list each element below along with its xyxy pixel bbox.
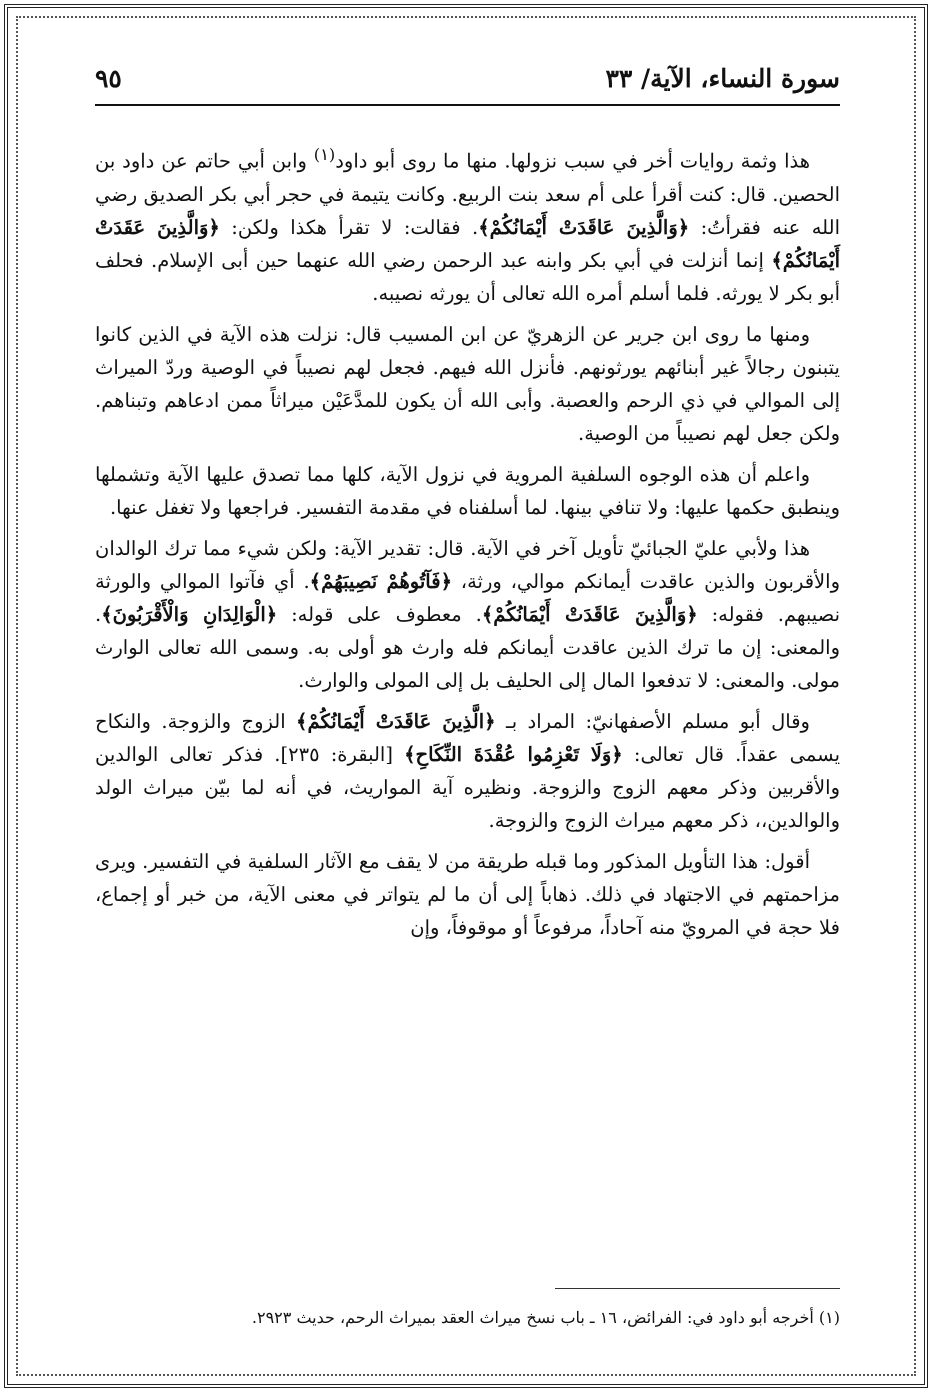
text-segment: [البقرة: ٢٣٥]. فذكر تعالى الوالدين والأقربين وذكر معهم الزوج والزوجة. ونظيره آية المواريث، في أنه لما بيّن ميراث الولد والوالدين،، ذكر معهم ميراث الزوج والزوجة. [95, 742, 840, 832]
text-segment: إنما أنزلت في أبي بكر وابنه عبد الرحمن رضي الله عنهما حين أبى الإسلام. فحلف أبو بكر لا يورثه. فلما أسلم أمره الله تعالى أن يورثه نصيبه. [95, 248, 840, 305]
text-segment: واعلم أن هذه الوجوه السلفية المروية في نزول الآية، كلها مما تصدق عليها الآية وتشملها وينطبق حكمها عليها: ولا تنافي بينها. لما أسلفناه في مقدمة التفسير. فراجعها ولا تغفل عنها. [95, 462, 840, 519]
paragraph [95, 138, 840, 310]
text-segment: ومنها ما روى ابن جرير عن الزهريّ عن ابن المسيب قال: نزلت هذه الآية في الذين كانوا يتبنون رجالاً غير أبنائهم يورثونهم. فأنزل الله فيهم. فجعل لهم نصيباً في الوصية وردّ الميراث إلى الموالي في ذي الرحم والعصبة. وأبى الله أن يكون للمدَّعَيْن ميراثاً ممن ادعاهم وتبناهم. ولكن جعل لهم نصيباً من الوصية. [95, 322, 840, 445]
footnote-separator [555, 1288, 840, 1289]
header-title: سورة النساء، الآية/ ٣٣ [605, 64, 840, 93]
quran-quote: ﴿وَلَا تَعْزِمُوا عُقْدَةَ النِّكَاحِ﴾ [404, 742, 623, 766]
text-segment: أقول: هذا التأويل المذكور وما قبله طريقة من لا يقف مع الآثار السلفية في التفسير. ويرى مزاحمتهم في الاجتهاد في ذلك. ذهاباً إلى أن ما لم يتواتر في معنى الآية، من خبر أو إجماع، فلا حجة في المرويّ منه آحاداً، مرفوعاً أو موقوفاً، وإن [95, 849, 840, 939]
quran-quote: ﴿وَالَّذِينَ عَاقَدَتْ أَيْمَانُكُمْ﴾ [481, 602, 698, 626]
paragraph [95, 705, 840, 837]
paragraph [95, 845, 840, 944]
page-number: ٩٥ [95, 64, 122, 93]
text-segment: هذا وثمة روايات أخر في سبب نزولها. منها ما روى أبو داود [335, 149, 811, 173]
footnote: (١) أخرجه أبو داود في: الفرائض، ١٦ ـ باب نسخ ميراث العقد بميراث الرحم، حديث ٢٩٢٣. [251, 1308, 840, 1327]
quran-quote: ﴿فَآتُوهُمْ نَصِيبَهُمْ﴾ [309, 569, 452, 593]
text-segment: . والمعنى: إن ما ترك الذين عاقدت أيمانكم فله وارث هو أولى به. وسمى الله تعالى الوارث مولى. والمعنى: لا تدفعوا المال إلى الحليف بل إلى المولى والوارث. [95, 602, 840, 692]
footnote-marker: (١) [313, 145, 336, 164]
quran-quote: ﴿وَالَّذِينَ عَقَدَتْ أَيْمَانُكُمْ﴾ [95, 215, 840, 272]
text-segment: هذا ولأبي عليّ الجبائيّ تأويل آخر في الآية. قال: تقدير الآية: ولكن شيء مما ترك الوالدان والأقربون والذين عاقدت أيمانكم موالي، ورثة، [95, 536, 840, 593]
text-segment: الزوج والزوجة. والنكاح يسمى عقداً. قال تعالى: [95, 709, 840, 766]
paragraph [95, 318, 840, 450]
quran-quote: ﴿الْوَالِدَانِ وَالْأَقْرَبُونَ﴾ [101, 602, 278, 626]
text-segment: وقال أبو مسلم الأصفهانيّ: المراد بـ [495, 709, 810, 733]
quran-quote: ﴿وَالَّذِينَ عَاقَدَتْ أَيْمَانُكُمْ﴾ [478, 215, 690, 239]
main-text [95, 138, 840, 952]
text-segment: وابن أبي حاتم عن داود بن الحصين. قال: كنت أقرأ على أم سعد بنت الربيع. وكانت يتيمة في حجر أبي بكر الصديق رضي الله عنه فقرأتُ: [95, 149, 840, 239]
running-header [95, 60, 840, 106]
paragraph [95, 458, 840, 524]
text-segment: . أي فآتوا الموالي والورثة نصيبهم. فقوله: [95, 569, 840, 626]
book-page [95, 60, 840, 1360]
text-segment: . معطوف على قوله: [277, 602, 482, 626]
quran-quote: ﴿الَّذِينَ عَاقَدَتْ أَيْمَانُكُمْ﴾ [296, 709, 496, 733]
paragraph [95, 532, 840, 697]
text-segment: . فقالت: لا تقرأ هكذا ولكن: [219, 215, 479, 239]
